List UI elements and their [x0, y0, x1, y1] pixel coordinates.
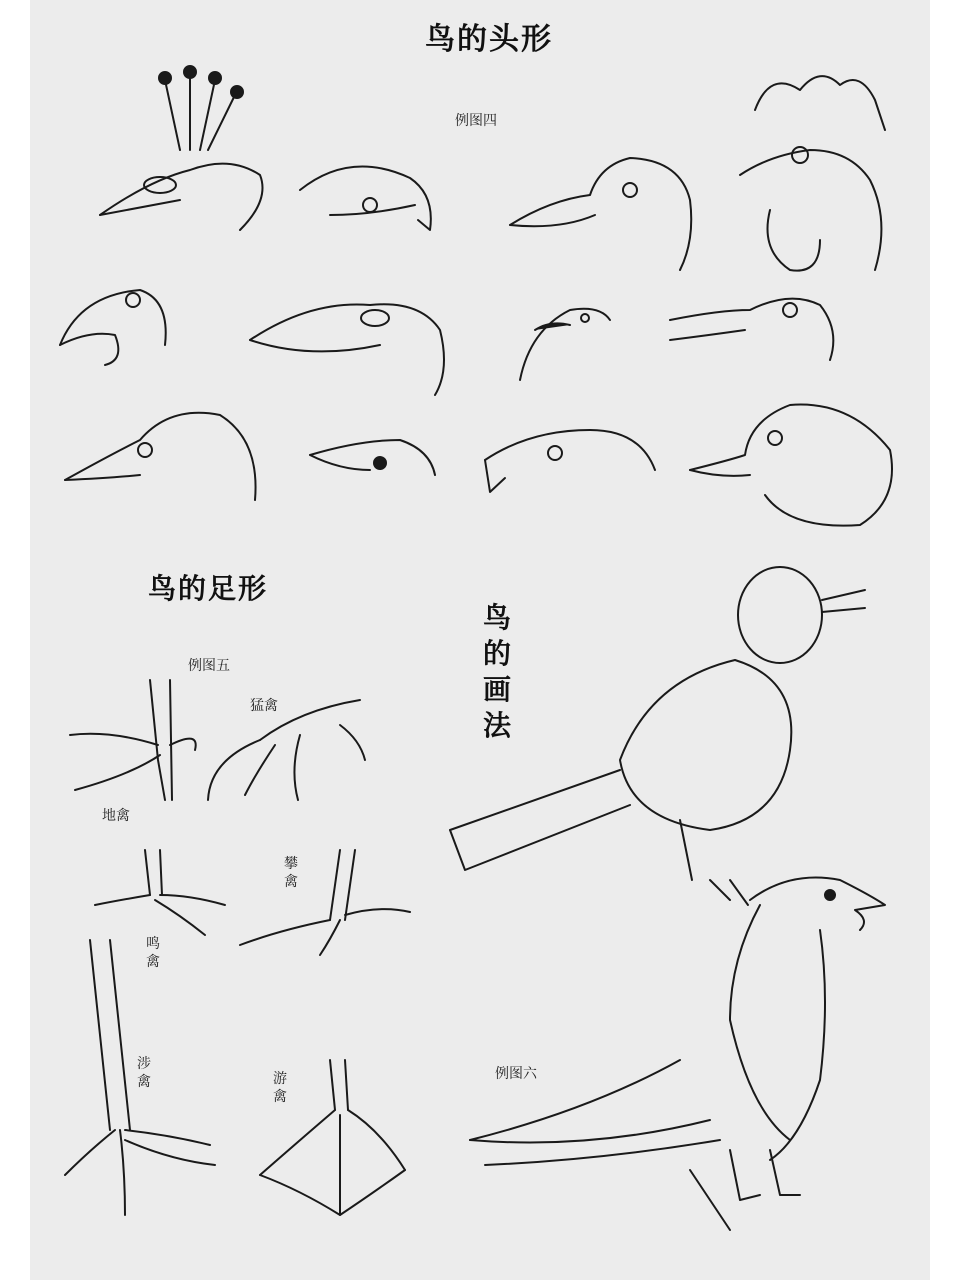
drawing-method-heading: 鸟的画法	[482, 601, 511, 742]
example-6-caption: 例图六	[495, 1066, 537, 1082]
songbird-label: 鸣禽	[146, 936, 160, 970]
swimming-bird-label: 游禽	[273, 1071, 287, 1105]
finished-bird-drawing	[470, 878, 885, 1231]
raptor-label: 猛禽	[250, 698, 278, 714]
illustration-page	[30, 0, 930, 1280]
example-5-caption: 例图五	[188, 658, 230, 674]
head-shapes-heading: 鸟的头形	[425, 22, 553, 57]
example-4-caption: 例图四	[455, 113, 497, 129]
ground-bird-label: 地禽	[102, 808, 130, 824]
foot-shapes-heading: 鸟的足形	[148, 572, 269, 605]
climbing-bird-label: 攀禽	[284, 856, 298, 890]
wading-bird-label: 涉禽	[137, 1056, 151, 1090]
